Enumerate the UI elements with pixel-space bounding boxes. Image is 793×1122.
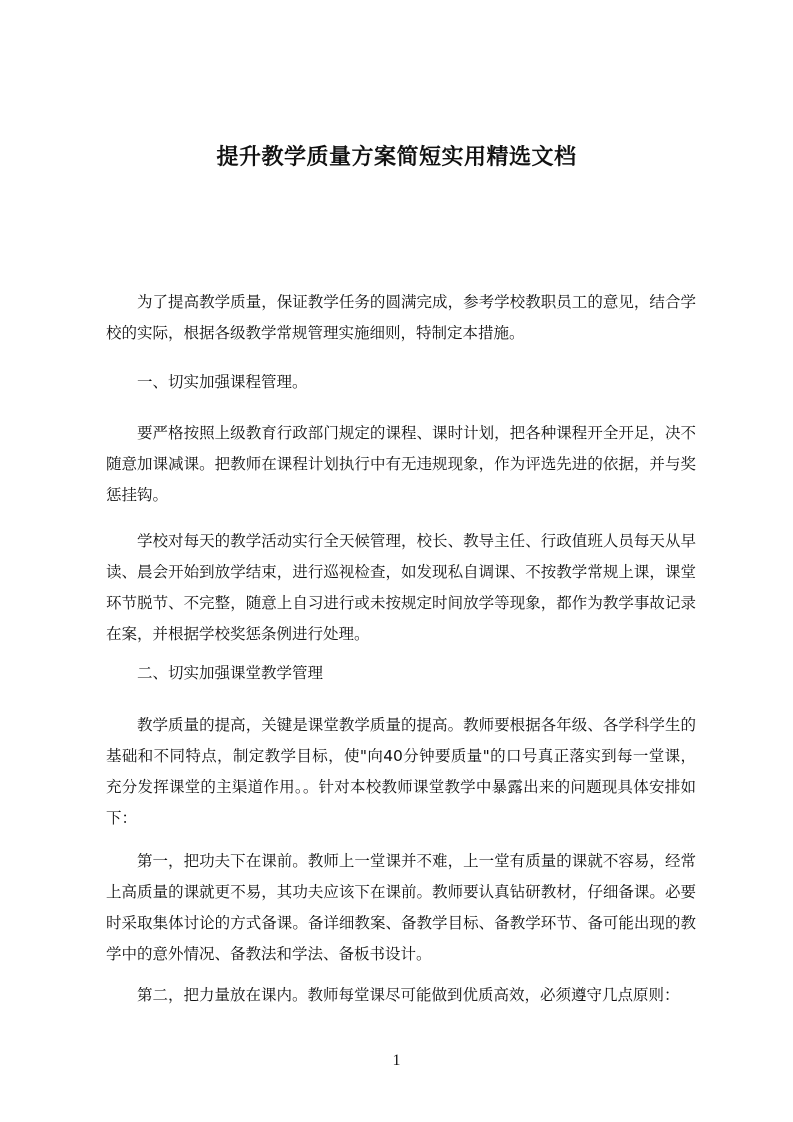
body-paragraph: 第二，把力量放在课内。教师每堂课尽可能做到优质高效，必须遵守几点原则： xyxy=(137,986,680,1004)
section-heading-1: 一、切实加强课程管理。 xyxy=(137,373,308,391)
section-heading-2: 二、切实加强课堂教学管理 xyxy=(137,664,324,682)
document-title: 提升教学质量方案简短实用精选文档 xyxy=(216,145,577,170)
page-number: 1 xyxy=(392,1052,401,1069)
body-paragraph: 学校对每天的教学活动实行全天候管理，校长、教导主任、行政值班人员每天从早读、晨会开始到放学结束，进行巡视检查，如发现私自调课、不按教学常规上课，课堂环节脱节、不完整，随意上自习进行或未按规定时间放学等现象，都作为教学事故记录在案，并根据学校奖惩条例进行处理。 xyxy=(106,532,696,643)
intro-paragraph: 为了提高教学质量，保证教学任务的圆满完成，参考学校教职员工的意见，结合学校的实际，根据各级教学常规管理实施细则，特制定本措施。 xyxy=(106,293,696,342)
body-paragraph: 第一，把功夫下在课前。教师上一堂课并不难，上一堂有质量的课就不容易，经常上高质量的课就更不易，其功夫应该下在课前。教师要认真钻研教材，仔细备课。必要时采取集体讨论的方式备课。备详细教案、备教学目标、备教学环节、备可能出现的教学中的意外情况、备教法和学法、备板书设计。 xyxy=(106,852,696,963)
body-paragraph: 教学质量的提高，关键是课堂教学质量的提高。教师要根据各年级、各学科学生的基础和不同特点，制定教学目标，使"向40分钟要质量"的口号真正落实到每一堂课，充分发挥课堂的主渠道作用。。针对本校教师课堂教学中暴露出来的问题现具体安排如下： xyxy=(106,716,696,827)
body-paragraph: 要严格按照上级教育行政部门规定的课程、课时计划，把各种课程开全开足，决不随意加课减课。把教师在课程计划执行中有无违规现象，作为评选先进的依据，并与奖惩挂钩。 xyxy=(106,424,696,504)
